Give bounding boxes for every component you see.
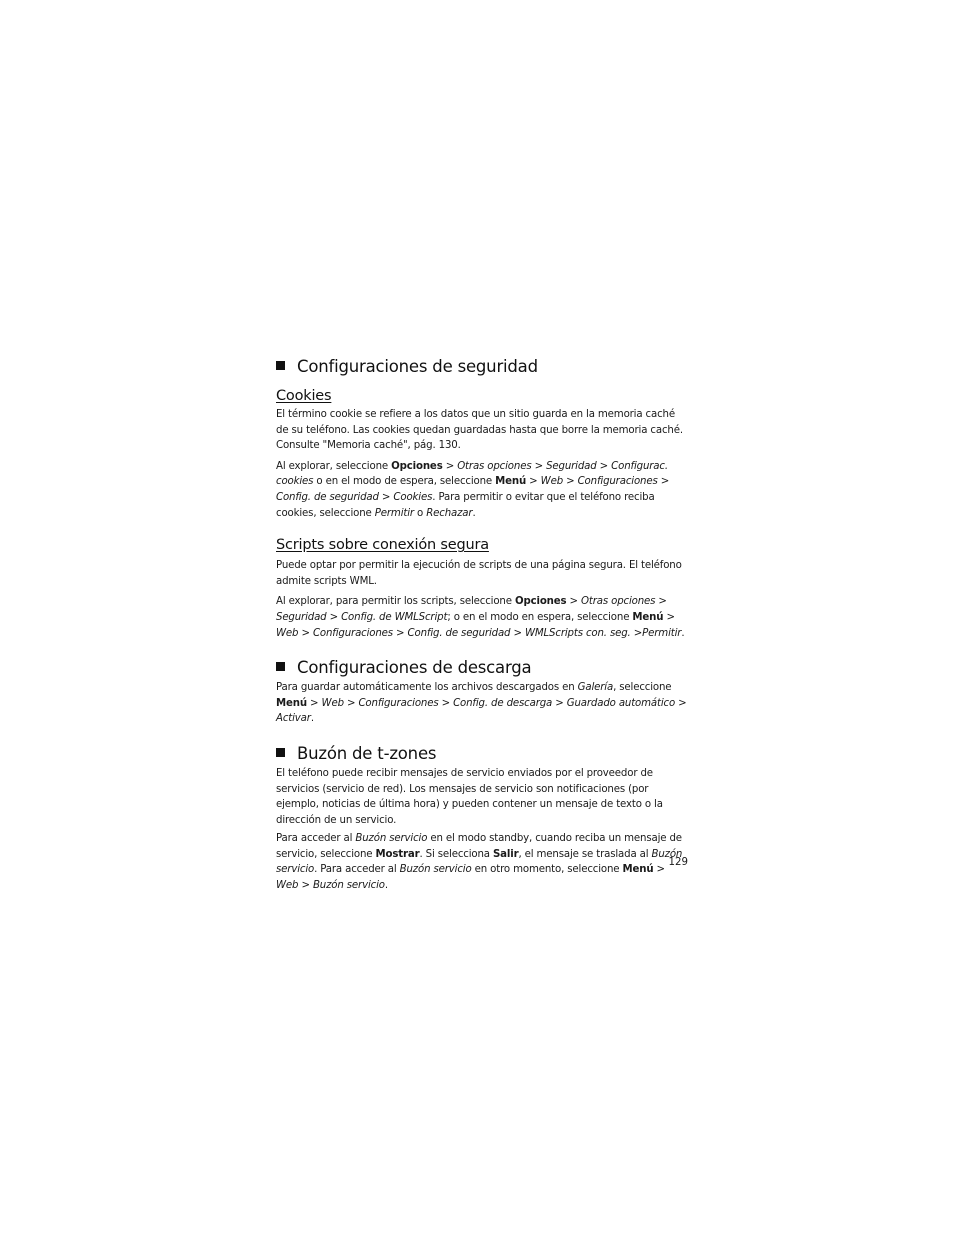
section-title-download: Configuraciones de descarga: [276, 657, 688, 679]
subsection-title-cookies: Cookies: [276, 388, 332, 404]
paragraph-tzones-intro: El teléfono puede recibir mensajes de servicio enviados por el proveedor de servicios (servicio de red). Los mensajes de servicio son notificaciones (por ejemplo, noticias de última hora) y pueden contener un mensaje de texto o la dirección de un servicio.: [276, 767, 663, 826]
section-title-tzones: Buzón de t-zones: [276, 743, 688, 765]
page-content: [276, 356, 688, 894]
page-number: 129: [668, 857, 688, 868]
paragraph-scripts-intro: Puede optar por permitir la ejecución de scripts de una página segura. El teléfono admite scripts WML.: [276, 560, 682, 587]
subsection-title-scripts: Scripts sobre conexión segura: [276, 537, 489, 554]
section-title-security: Configuraciones de seguridad: [276, 356, 688, 378]
paragraph-download-instructions: Para guardar automáticamente los archivos descargados en Galería, seleccione Menú > Web > Configuraciones > Config. de descarga > Guardado automático > Activar.: [276, 682, 687, 725]
paragraph-tzones-instructions: Para acceder al Buzón servicio en el modo standby, cuando reciba un mensaje de servicio, seleccione Mostrar. Si selecciona Salir, el mensaje se traslada al Buzón servicio. Para acceder al Buzón servicio en otro momento, seleccione Menú > Web > Buzón servicio.: [276, 833, 683, 892]
square-bullet-icon: [276, 748, 285, 757]
paragraph-scripts-instructions: Al explorar, para permitir los scripts, seleccione Opciones > Otras opciones > Seguridad > Config. de WMLScript; o en el modo en espera, seleccione Menú > Web > Configuraciones > Config. de seguridad > WMLScripts con. seg. >Permitir.: [276, 596, 685, 639]
square-bullet-icon: [276, 361, 285, 370]
paragraph-cookies-intro: El término cookie se refiere a los datos que un sitio guarda en la memoria caché de su teléfono. Las cookies quedan guardadas hasta que borre la memoria caché. Consulte "Memoria caché", pág. 130.: [276, 409, 683, 452]
square-bullet-icon: [276, 662, 285, 671]
paragraph-cookies-instructions: Al explorar, seleccione Opciones > Otras opciones > Seguridad > Configurac. cookies o en el modo de espera, seleccione Menú > Web > Configuraciones > Config. de seguridad > Cookies. Para permitir o evitar que el teléfono reciba cookies, seleccione Permitir o Rechazar.: [276, 460, 670, 519]
